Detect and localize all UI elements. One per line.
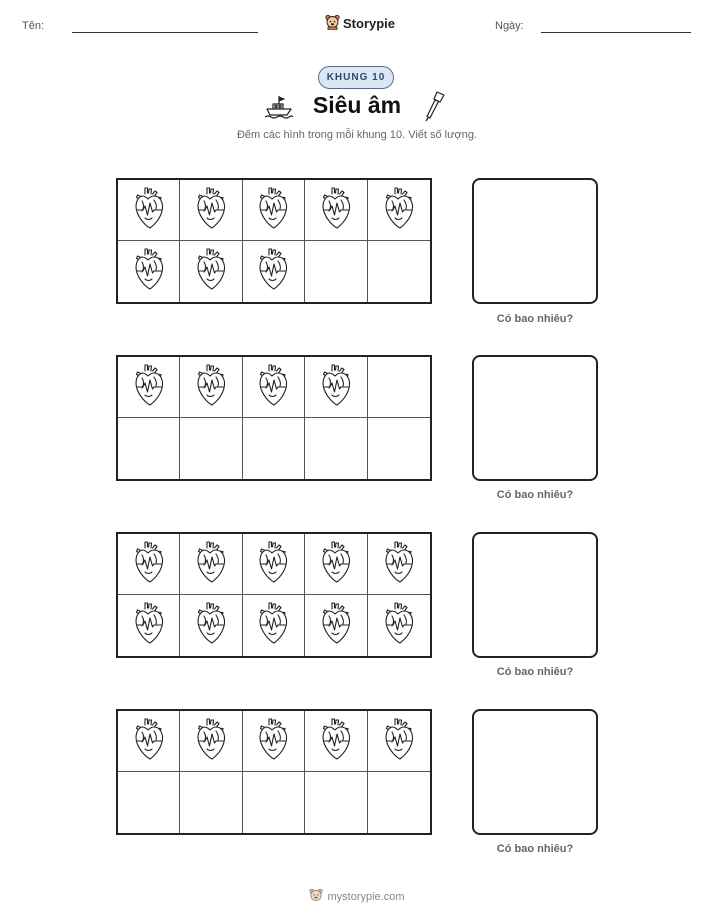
- anatomical-heart-icon: [195, 718, 227, 765]
- anatomical-heart-icon: [195, 187, 227, 234]
- frame-cell: [305, 357, 367, 418]
- frame-cell: [180, 772, 242, 833]
- ten-frame: [116, 178, 432, 304]
- anatomical-heart-icon: [257, 364, 289, 411]
- ten-frame: [116, 532, 432, 658]
- anatomical-heart-icon: [383, 541, 415, 588]
- anatomical-heart-icon: [320, 541, 352, 588]
- anatomical-heart-icon: [383, 718, 415, 765]
- ten-frame: [116, 355, 432, 481]
- frame-cell: [243, 534, 305, 595]
- answer-box[interactable]: [472, 709, 598, 835]
- anatomical-heart-icon: [133, 364, 165, 411]
- anatomical-heart-icon: [195, 602, 227, 649]
- frame-cell: [243, 241, 305, 302]
- frame-cell: [243, 711, 305, 772]
- frame-type-badge: KHUNG 10: [318, 66, 394, 89]
- anatomical-heart-icon: [133, 248, 165, 295]
- frame-cell: [368, 180, 430, 241]
- frame-cell: [118, 595, 180, 656]
- frame-cell: [118, 772, 180, 833]
- frame-cell: [305, 534, 367, 595]
- frame-cell: [368, 534, 430, 595]
- frame-cell: [368, 772, 430, 833]
- ultrasound-probe-icon: [424, 90, 446, 127]
- question-label: Có bao nhiêu?: [496, 313, 574, 325]
- frame-cell: [368, 241, 430, 302]
- frame-cell: [243, 180, 305, 241]
- frame-cell: [305, 180, 367, 241]
- frame-cell: [305, 772, 367, 833]
- frame-cell: [368, 418, 430, 479]
- anatomical-heart-icon: [383, 602, 415, 649]
- frame-cell: [180, 357, 242, 418]
- frame-cell: [118, 711, 180, 772]
- frame-cell: [118, 418, 180, 479]
- frame-cell: [368, 357, 430, 418]
- anatomical-heart-icon: [133, 602, 165, 649]
- anatomical-heart-icon: [320, 602, 352, 649]
- anatomical-heart-icon: [320, 718, 352, 765]
- frame-cell: [180, 534, 242, 595]
- brand-logo: [325, 14, 395, 33]
- question-label: Có bao nhiêu?: [496, 489, 574, 501]
- name-label: Tên:: [22, 20, 45, 32]
- question-label: Có bao nhiêu?: [496, 843, 574, 855]
- frame-cell: [305, 595, 367, 656]
- answer-box[interactable]: [472, 178, 598, 304]
- frame-cell: [243, 772, 305, 833]
- frame-cell: [243, 418, 305, 479]
- frame-cell: [305, 241, 367, 302]
- anatomical-heart-icon: [383, 187, 415, 234]
- name-line[interactable]: [72, 32, 258, 33]
- frame-cell: [243, 595, 305, 656]
- anatomical-heart-icon: [195, 364, 227, 411]
- answer-box[interactable]: [472, 355, 598, 481]
- frame-cell: [180, 241, 242, 302]
- frame-cell: [368, 711, 430, 772]
- anatomical-heart-icon: [133, 718, 165, 765]
- bear-mascot-icon: [325, 14, 340, 33]
- frame-cell: [305, 418, 367, 479]
- anatomical-heart-icon: [195, 248, 227, 295]
- frame-cell: [368, 595, 430, 656]
- anatomical-heart-icon: [257, 541, 289, 588]
- frame-cell: [118, 534, 180, 595]
- footer-url[interactable]: mystorypie.com: [327, 891, 405, 903]
- frame-cell: [243, 357, 305, 418]
- frame-cell: [118, 241, 180, 302]
- anatomical-heart-icon: [195, 541, 227, 588]
- instructions: Đếm các hình trong mỗi khung 10. Viết số lượng.: [236, 129, 477, 141]
- frame-cell: [180, 418, 242, 479]
- footer: [0, 888, 714, 906]
- anatomical-heart-icon: [257, 718, 289, 765]
- answer-box[interactable]: [472, 532, 598, 658]
- brand-name: Storypie: [343, 16, 396, 31]
- anatomical-heart-icon: [257, 248, 289, 295]
- frame-cell: [180, 595, 242, 656]
- frame-cell: [180, 711, 242, 772]
- date-line[interactable]: [541, 32, 691, 33]
- frame-cell: [305, 711, 367, 772]
- anatomical-heart-icon: [133, 541, 165, 588]
- frame-cell: [118, 357, 180, 418]
- anatomical-heart-icon: [320, 364, 352, 411]
- anatomical-heart-icon: [320, 187, 352, 234]
- frame-cell: [180, 180, 242, 241]
- question-label: Có bao nhiêu?: [496, 666, 574, 678]
- bear-mascot-icon: [309, 888, 323, 906]
- anatomical-heart-icon: [257, 602, 289, 649]
- anatomical-heart-icon: [133, 187, 165, 234]
- ten-frame: [116, 709, 432, 835]
- date-label: Ngày:: [495, 20, 524, 32]
- page-title: Siêu âm: [312, 92, 402, 118]
- anatomical-heart-icon: [257, 187, 289, 234]
- frame-cell: [118, 180, 180, 241]
